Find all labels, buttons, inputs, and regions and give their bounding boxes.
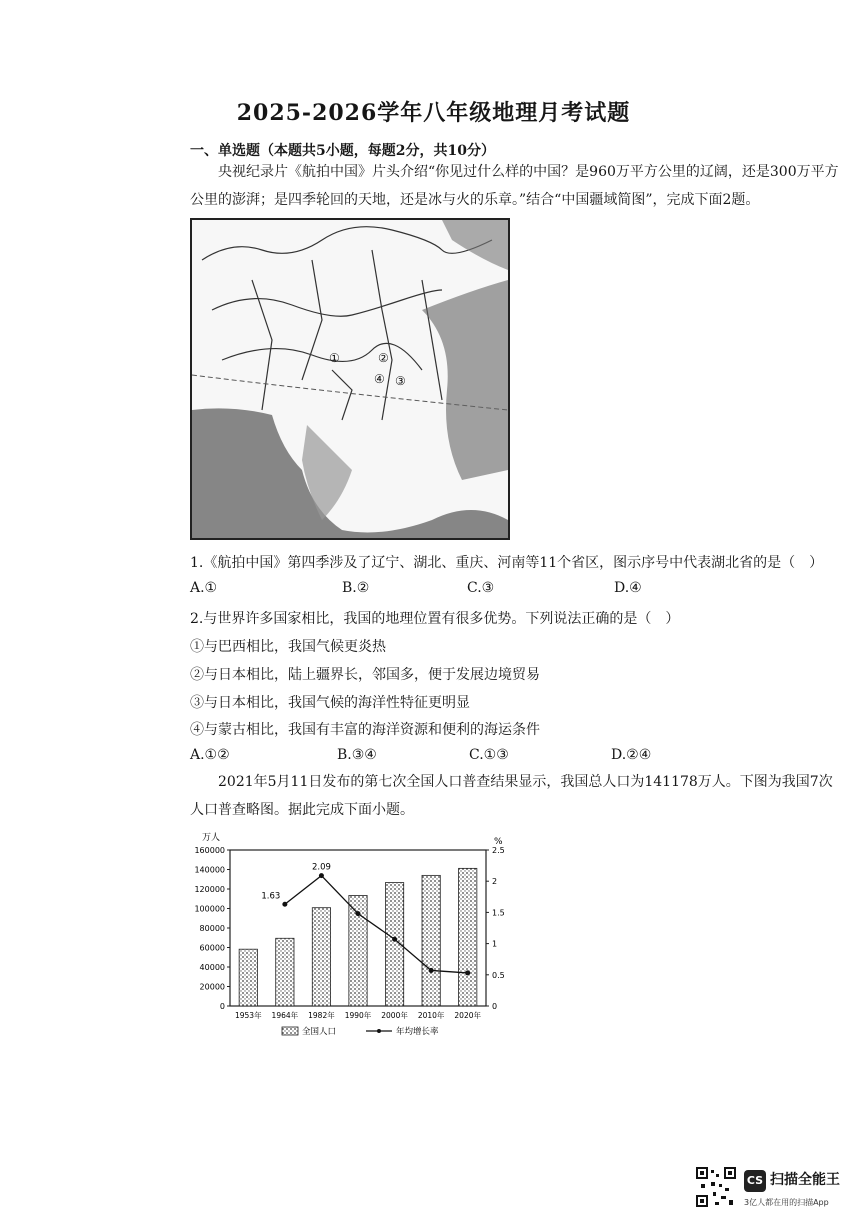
china-territory-map	[190, 218, 510, 540]
x-tick-label: 1953年	[234, 1011, 262, 1020]
brand-tagline: 3亿人都在用的扫描App	[744, 1198, 829, 1207]
y-left-unit: 万人	[202, 833, 221, 843]
y-left-tick-label: 160000	[194, 846, 225, 855]
growth-point-1964年	[282, 902, 287, 907]
y-left-tick-label: 140000	[194, 865, 225, 875]
q2-option-d: D.②④	[611, 747, 652, 763]
growth-point-2000年	[392, 937, 397, 942]
q2-option-a: A.①②	[190, 747, 230, 763]
y-right-tick-label: 2.5	[492, 846, 505, 855]
q2-statement-2: ②与日本相比，陆上疆界长，邻国多，便于发展边境贸易	[190, 667, 540, 683]
data-label: 1.63	[261, 891, 281, 902]
map-label-3: ③	[395, 374, 406, 388]
map-figure	[192, 220, 508, 538]
y-right-tick-label: 1.5	[492, 908, 505, 918]
y-left-tick-label: 20000	[199, 982, 225, 992]
y-right-tick-label: 0	[492, 1002, 498, 1011]
growth-point-2010年	[429, 968, 434, 973]
legend-bar-label: 全国人口	[302, 1027, 337, 1037]
intro-paragraph: 央视纪录片《航拍中国》片头介绍“你见过什么样的中国？是960万平方公里的辽阔，还是300万平方公里的澎湃；是四季轮回的天地，还是冰与火的乐章。”结合“中国疆域简图”，完成下面2题。	[190, 164, 839, 208]
q1-option-a: A.①	[190, 580, 218, 596]
q2-option-c: C.①③	[469, 747, 509, 763]
q2-option-b: B.③④	[337, 747, 377, 763]
map-label-2: ②	[378, 351, 389, 365]
x-tick-label: 2010年	[417, 1011, 445, 1020]
q1-option-d: D.④	[614, 580, 642, 596]
east-sea-region	[422, 280, 508, 480]
growth-point-1982年	[319, 873, 324, 878]
brand-name: 扫描全能王	[770, 1172, 840, 1188]
y-left-tick-label: 100000	[194, 904, 225, 914]
bar-1953年	[239, 949, 257, 1006]
qr-code-icon	[695, 1166, 737, 1208]
growth-point-2020年	[465, 970, 470, 975]
x-tick-label: 1990年	[344, 1011, 372, 1020]
question-2-stem: 2.与世界许多国家相比，我国的地理位置有很多优势。下列说法正确的是（ ）	[190, 611, 680, 627]
x-tick-label: 1964年	[271, 1011, 299, 1020]
y-right-tick-label: 1	[492, 939, 498, 949]
y-right-tick-label: 0.5	[492, 970, 505, 980]
x-tick-label: 2020年	[454, 1011, 482, 1020]
bar-1964年	[276, 938, 294, 1006]
y-left-tick-label: 40000	[199, 963, 225, 972]
chart-svg	[190, 828, 520, 1044]
question-1-stem: 1.《航拍中国》第四季涉及了辽宁、湖北、重庆、河南等11个省区，图示序号中代表湖北省的是（ ）	[190, 555, 824, 571]
bar-2010年	[422, 875, 440, 1006]
y-left-tick-label: 0	[219, 1002, 225, 1011]
y-right-unit: %	[494, 837, 503, 847]
northeast-region	[442, 220, 508, 270]
q1-option-c: C.③	[467, 580, 495, 596]
y-left-tick-label: 60000	[199, 943, 225, 953]
y-right-tick-label: 2	[492, 877, 498, 887]
y-left-tick-label: 120000	[194, 885, 225, 894]
map-label-1: ①	[329, 351, 340, 365]
q1-option-b: B.②	[342, 580, 370, 596]
q2-statement-4: ④与蒙古相比，我国有丰富的海洋资源和便利的海运条件	[190, 722, 540, 738]
bar-1982年	[312, 908, 330, 1006]
page-title: 2025-2026学年八年级地理月考试题	[236, 100, 631, 126]
data-label: 2.09	[311, 862, 331, 873]
growth-point-1990年	[356, 911, 361, 916]
legend-line-marker	[377, 1029, 381, 1033]
map-label-4: ④	[374, 372, 385, 386]
x-tick-label: 1982年	[308, 1011, 335, 1020]
intro-paragraph-2: 2021年5月11日发布的第七次全国人口普查结果显示，我国总人口为141178万人。下图为我国7次人口普查略图。据此完成下面小题。	[190, 774, 833, 818]
q2-statement-3: ③与日本相比，我国气候的海洋性特征更明显	[190, 695, 470, 711]
x-tick-label: 2000年	[381, 1011, 408, 1020]
legend-bar-swatch	[282, 1027, 298, 1035]
q2-statement-1: ①与巴西相比，我国气候更炎热	[190, 639, 386, 655]
bar-2020年	[459, 868, 477, 1006]
camscanner-logo-icon: CS	[744, 1170, 766, 1192]
legend-line-label: 年均增长率	[396, 1027, 439, 1037]
y-left-tick-label: 80000	[199, 924, 225, 933]
section-heading: 一、单选题（本题共5小题，每题2分，共10分）	[190, 143, 495, 159]
population-census-chart	[190, 828, 520, 1044]
